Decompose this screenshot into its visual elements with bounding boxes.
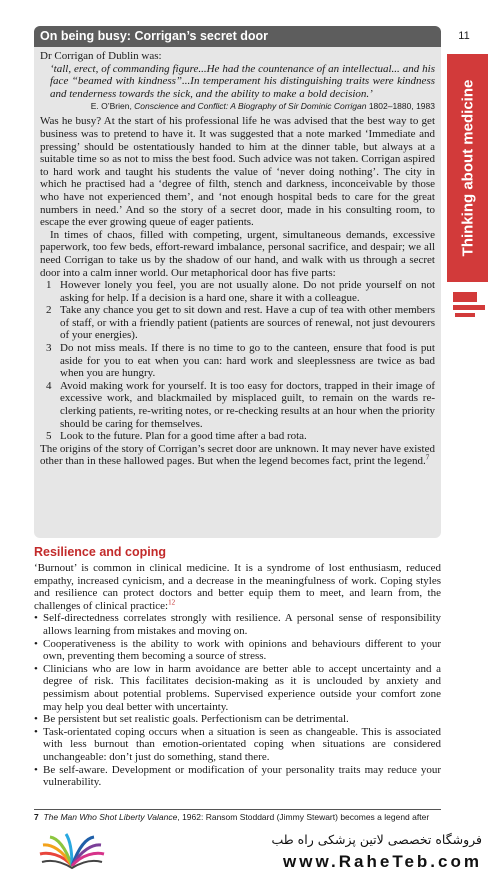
footnote-number: 7	[34, 812, 39, 822]
page-number: 11	[458, 30, 470, 42]
closing-paragraph: The origins of the story of Corrigan’s secret door are unknown. It may never have existed other than in these hallowed pages. But when the legend becomes fact, print the legend.$^7$	[40, 442, 435, 468]
reference-ref: 12	[168, 598, 176, 607]
list-item: • Be self-aware. Development or modification of your personality traits may reduce your vulnerability.	[34, 763, 441, 789]
shop-url[interactable]: www.RaheTeb.com	[283, 852, 482, 871]
citation-prefix: E. O’Brien,	[90, 101, 135, 112]
box-title: On being busy: Corrigan’s secret door	[34, 26, 441, 47]
section-heading: Resilience and coping	[34, 545, 166, 559]
chapter-side-tab	[447, 54, 488, 282]
footnote-ref: 7	[425, 453, 430, 462]
list-item: 5 Look to the future. Plan for a good time after a bad rota.	[46, 430, 307, 443]
bullet-icon: •	[34, 725, 38, 738]
quote-intro: Dr Corrigan of Dublin was:	[40, 50, 162, 62]
quote: ‘tall, erect, of commanding figure...He had the countenance of an intellectual... and his face “beamed with kindness”...In temperament his distinguishing traits were kindness and tenderness towards the sick, and the ability to make a bold decision.’	[50, 62, 435, 100]
list-item: • Task-orientated coping occurs when a situation is seen as changeable. This is associated with less burnout than emotion-orientated coping when situations are considered unchangeable: don’t just do something, stand there.	[34, 725, 441, 763]
bullet-icon: •	[34, 662, 38, 675]
bullet-icon: •	[34, 763, 38, 776]
resilience-intro: ‘Burnout’ is common in clinical medicine. It is a syndrome of lost enthusiasm, reduced empathy, increased cynicism, and a decrease in the meaningfulness of work. Coping styles and resilience can protect doctors and better equip them to meet, and learn from, the challenges of clinical practice:$^{12}$	[34, 562, 441, 612]
bullet-icon: •	[34, 612, 38, 625]
paragraph-1: Was he busy? At the start of his professional life he was advised that the best way to get business was to pretend to have it. It was suggested that a note marked ‘Immediate and pressing’ should be ostentatiously handed to him at the dinner table, but always at a suitable time so as not to miss the best food. Such advice was not taken. Corrigan aspired to hard work and taught his students the value of ‘never doing nothing’. The city in which he practised had a ‘degree of filth, stench and darkness, inconceivable by those who have not experienced them’, and ‘not enough hospital beds to care for the great numbers in need.’ And so the story of a secret door, made in his consulting room, to escape the ever growing queue of eager patients.	[40, 115, 435, 229]
list-item: 3 Do not miss meals. If there is no time to go to the canteen, ensure that food is put aside for you to eat when you can: hard work and sleeplessness are twice as bad when you are hungry.	[46, 342, 435, 380]
open-book-logo-icon	[36, 832, 108, 872]
box-body	[34, 47, 441, 468]
coping-bullet-list	[34, 612, 441, 788]
footnote-title: The Man Who Shot Liberty Valance	[43, 812, 178, 822]
footnote	[34, 812, 444, 823]
list-item: 2 Take any chance you get to sit down and rest. Have a cup of tea with other members of staff, or with a friendly patient (patients are sources of renewal, not just devourers of your energies).	[46, 304, 435, 342]
chapter-title: Thinking about medicine	[459, 79, 476, 257]
bullet-icon: •	[34, 713, 38, 726]
bullet-icon: •	[34, 637, 38, 650]
list-item: 4 Avoid making work for yourself. It is too easy for doctors, trapped in their image of excessive work, and blackmailed by misplaced guilt, to remain on the wards re-clerking patients, re-writing notes, or re-checking results at an hour when the priority should be caring for themselves.	[46, 379, 435, 430]
door-parts-list	[40, 279, 435, 443]
list-item: • Be persistent but set realistic goals. Perfectionism can be detrimental.	[34, 713, 349, 726]
resilience-section	[34, 562, 441, 789]
paragraph-2: In times of chaos, filled with competing, urgent, simultaneous demands, excessive paperwork, too few beds, effort-reward imbalance, personal sacrifice, and despair; we all need Corrigan to take us by the shadow of our hand, and walk with us through a secret door into a calm inner world. Our metaphorical door has five parts:	[40, 228, 435, 279]
list-item: • Cooperativeness is the ability to work with opinions and behaviours different to your own, preventing them becoming a source of stress.	[34, 637, 441, 663]
citation	[40, 101, 435, 112]
corrigan-box	[34, 26, 441, 538]
list-item: 1 However lonely you feel, you are not usually alone. Do not pride yourself on not asking for help. If a decision is a hard one, share it with a colleague.	[46, 279, 435, 304]
list-item: • Self-directedness correlates strongly with resilience. A personal sense of responsibility allows learning from mistakes and moving on.	[34, 612, 441, 637]
shop-name: فروشگاه تخصصی لاتین پزشکی راه طب	[271, 832, 482, 847]
footnote-text: , 1962: Ransom Stoddard (Jimmy Stewart) becomes a legend after	[177, 812, 430, 822]
citation-suffix: 1802–1880, 1983	[366, 101, 435, 112]
citation-title: Conscience and Conflict: A Biography of Sir Dominic Corrigan	[134, 101, 367, 112]
footnote-divider	[34, 809, 441, 810]
list-item: • Clinicians who are low in harm avoidance are better able to accept uncertainty and a degree of risk. This facilitates decision-making as it is unclouded by anxiety and pessimism about potential problems. Supervised experience outside your comfort zone may help you deal better with uncertainty.	[34, 662, 441, 713]
chapter-marker-icon	[447, 289, 488, 323]
